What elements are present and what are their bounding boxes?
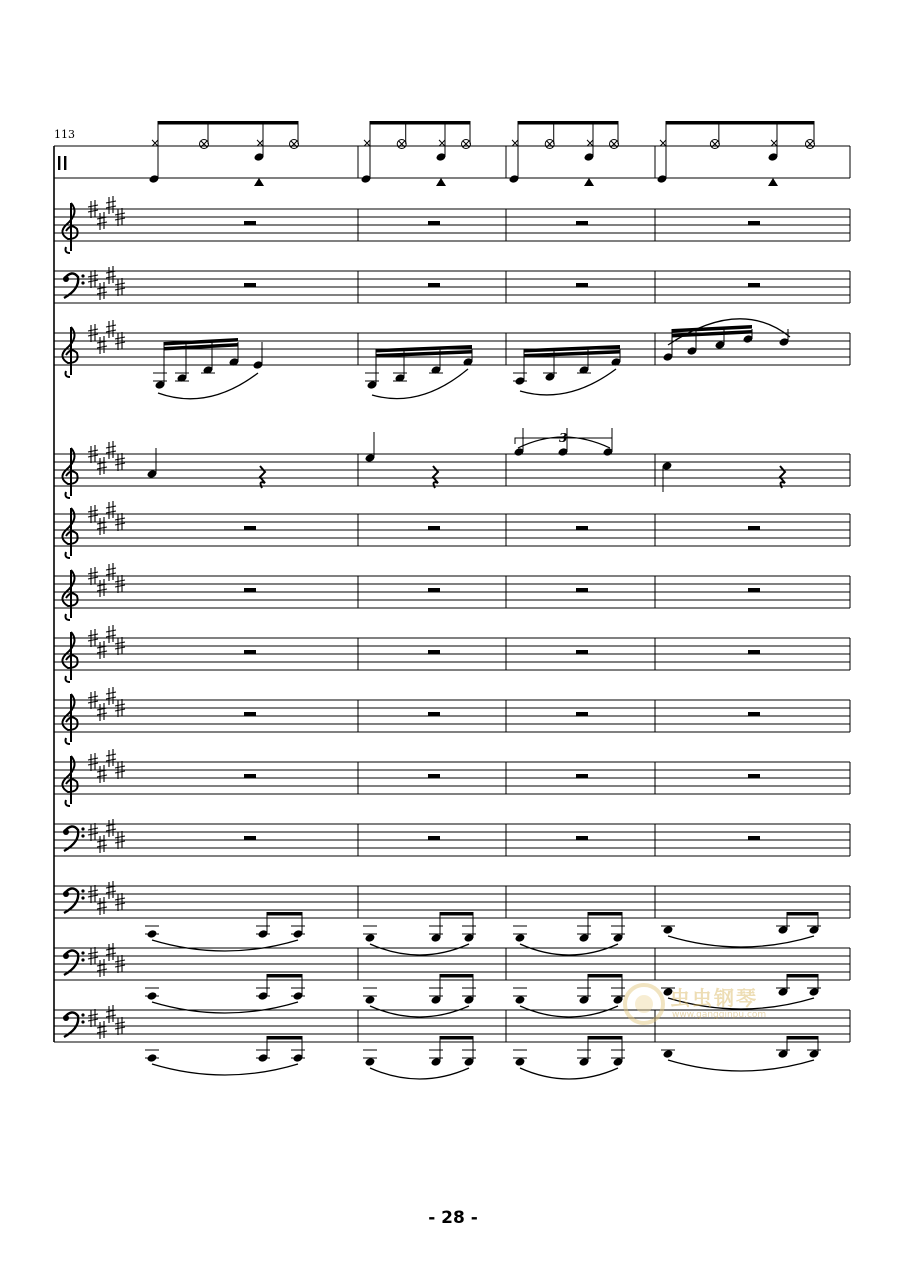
bass-clef-dot: [63, 276, 69, 282]
sharp-stroke: [106, 441, 116, 459]
sharp-icon: [97, 282, 107, 300]
notehead: [365, 1057, 376, 1067]
beam: [267, 974, 302, 978]
tuplet-number: 3: [559, 431, 568, 445]
staff-7: [54, 576, 850, 608]
hihat-x-icon: ×: [150, 136, 161, 150]
notehead: [365, 933, 376, 943]
sharp-icon: [97, 641, 107, 659]
half-rest: [428, 283, 440, 287]
half-rest: [244, 221, 256, 225]
sharp-stroke: [97, 517, 107, 535]
sharp-stroke: [97, 1021, 107, 1039]
bass-clef-dot: [63, 829, 69, 835]
treble-clef-icon: [62, 570, 77, 620]
sharp-icon: [106, 943, 116, 961]
bass-clef-dot: [81, 951, 84, 954]
sharp-icon: [106, 819, 116, 837]
beam: [787, 974, 818, 978]
half-rest: [576, 774, 588, 778]
beam: [787, 912, 818, 916]
staff-6: [54, 514, 850, 546]
sharp-icon: [97, 835, 107, 853]
slur: [370, 1068, 469, 1079]
bass-clef-icon: [63, 950, 85, 975]
sharp-icon: [106, 563, 116, 581]
bass-clef-dot: [81, 827, 84, 830]
notehead: [515, 1057, 526, 1067]
beam: [588, 974, 622, 978]
sharp-stroke: [97, 897, 107, 915]
bass-clef-dot: [81, 834, 84, 837]
notehead: [663, 925, 674, 935]
half-rest: [748, 221, 760, 225]
half-rest: [576, 588, 588, 592]
half-rest: [428, 588, 440, 592]
sharp-stroke: [97, 579, 107, 597]
treble-clef-icon: [62, 632, 77, 682]
notehead: [147, 1053, 158, 1063]
sharp-stroke: [106, 320, 116, 338]
sharp-stroke: [97, 641, 107, 659]
sharp-icon: [97, 579, 107, 597]
treble-clef-icon: [62, 448, 77, 498]
notehead: [663, 1049, 674, 1059]
sharp-icon: [97, 212, 107, 230]
bass-clef-dot: [81, 1013, 84, 1016]
slur: [372, 369, 468, 399]
slur: [668, 1060, 814, 1071]
sharp-stroke: [97, 282, 107, 300]
beam: [267, 912, 302, 916]
slur: [152, 1002, 298, 1013]
sharp-icon: [106, 266, 116, 284]
sharp-icon: [97, 959, 107, 977]
half-rest: [748, 650, 760, 654]
half-rest: [748, 836, 760, 840]
sharp-icon: [97, 517, 107, 535]
sharp-icon: [97, 765, 107, 783]
pedal-triangle-icon: [584, 178, 594, 186]
sharp-stroke: [106, 266, 116, 284]
staff-5: [54, 454, 850, 486]
treble-clef-icon: [62, 327, 77, 377]
half-rest: [576, 221, 588, 225]
sharp-stroke: [97, 703, 107, 721]
bass-clef-dot: [81, 889, 84, 892]
treble-clef-stroke: [62, 694, 77, 744]
treble-clef-icon: [62, 203, 77, 253]
bass-clef-dot: [81, 958, 84, 961]
sharp-icon: [97, 336, 107, 354]
hihat-x-icon: ×: [437, 136, 448, 150]
bass-clef-dot: [81, 1020, 84, 1023]
sharp-icon: [106, 501, 116, 519]
staff-9: [54, 700, 850, 732]
quarter-rest: [433, 466, 438, 488]
staff-3: [54, 271, 850, 303]
sharp-icon: [97, 703, 107, 721]
sharp-stroke: [106, 749, 116, 767]
treble-clef-stroke: [62, 570, 77, 620]
beam: [440, 1036, 473, 1040]
bass-clef-dot: [81, 896, 84, 899]
beam: [588, 1036, 622, 1040]
watermark-title: 虫虫钢琴: [670, 986, 758, 1010]
gangqinpu-logo-icon: [622, 980, 666, 1028]
half-rest: [428, 221, 440, 225]
bass-clef-dot: [81, 274, 84, 277]
sharp-stroke: [106, 881, 116, 899]
sharp-icon: [106, 625, 116, 643]
bass-clef-icon: [63, 1012, 85, 1037]
half-rest: [428, 712, 440, 716]
half-rest: [244, 774, 256, 778]
half-rest: [428, 774, 440, 778]
bass-clef-dot: [63, 891, 69, 897]
staff-2: [54, 209, 850, 241]
sharp-stroke: [97, 765, 107, 783]
half-rest: [244, 526, 256, 530]
slur: [158, 373, 258, 399]
sharp-icon: [97, 1021, 107, 1039]
beam: [787, 1036, 818, 1040]
half-rest: [576, 712, 588, 716]
watermark-url: www.gangqinpu.com: [672, 1010, 767, 1020]
sharp-stroke: [106, 943, 116, 961]
treble-clef-stroke: [62, 327, 77, 377]
sharp-icon: [106, 749, 116, 767]
sharp-stroke: [106, 819, 116, 837]
sharp-icon: [97, 457, 107, 475]
half-rest: [748, 588, 760, 592]
quarter-rest: [260, 466, 265, 488]
half-rest: [576, 836, 588, 840]
hihat-x-icon: ×: [255, 136, 266, 150]
sharp-stroke: [106, 625, 116, 643]
pedal-triangle-icon: [254, 178, 264, 186]
slur: [520, 1006, 618, 1017]
slur: [668, 936, 814, 947]
sharp-stroke: [97, 835, 107, 853]
half-rest: [244, 712, 256, 716]
half-rest: [244, 283, 256, 287]
percussion-clef-icon: [58, 156, 60, 170]
bass-clef-icon: [63, 826, 85, 851]
sharp-icon: [106, 320, 116, 338]
half-rest: [748, 283, 760, 287]
half-rest: [244, 836, 256, 840]
half-rest: [576, 650, 588, 654]
staff-11: [54, 824, 850, 856]
beam: [267, 1036, 302, 1040]
notehead: [365, 995, 376, 1005]
slur: [370, 1006, 469, 1017]
half-rest: [244, 650, 256, 654]
staff-1: [54, 146, 850, 178]
hihat-x-icon: ×: [658, 136, 669, 150]
treble-clef-icon: [62, 694, 77, 744]
treble-clef-stroke: [62, 632, 77, 682]
notehead: [147, 929, 158, 939]
slur: [152, 940, 298, 951]
sharp-stroke: [106, 563, 116, 581]
sharp-icon: [106, 1005, 116, 1023]
staff-10: [54, 762, 850, 794]
slur: [520, 1068, 618, 1079]
slur: [152, 1064, 298, 1075]
sharp-stroke: [106, 501, 116, 519]
half-rest: [428, 526, 440, 530]
slur: [520, 944, 618, 955]
treble-clef-stroke: [62, 448, 77, 498]
watermark: [622, 980, 812, 1030]
treble-clef-icon: [62, 756, 77, 806]
bass-clef-dot: [63, 1015, 69, 1021]
quarter-rest: [780, 466, 785, 488]
staff-8: [54, 638, 850, 670]
notehead: [515, 995, 526, 1005]
sharp-stroke: [106, 687, 116, 705]
hihat-x-icon: ×: [585, 136, 596, 150]
beam: [666, 121, 814, 125]
hihat-x-icon: ×: [362, 136, 373, 150]
bass-clef-icon: [63, 888, 85, 913]
beam: [158, 121, 298, 125]
percussion-clef-icon: [64, 156, 66, 170]
beam: [440, 974, 473, 978]
half-rest: [748, 526, 760, 530]
sharp-stroke: [97, 212, 107, 230]
sharp-icon: [97, 897, 107, 915]
bass-clef-icon: [63, 273, 85, 298]
beam: [440, 912, 473, 916]
sharp-stroke: [106, 1005, 116, 1023]
hihat-x-icon: ×: [510, 136, 521, 150]
hihat-x-icon: ×: [769, 136, 780, 150]
pedal-triangle-icon: [436, 178, 446, 186]
measure-number: 113: [54, 128, 75, 141]
sharp-icon: [106, 881, 116, 899]
sharp-stroke: [97, 336, 107, 354]
slur: [520, 369, 616, 395]
beam: [588, 912, 622, 916]
half-rest: [244, 588, 256, 592]
treble-clef-stroke: [62, 756, 77, 806]
bass-clef-dot: [63, 953, 69, 959]
sharp-stroke: [106, 196, 116, 214]
half-rest: [428, 650, 440, 654]
half-rest: [428, 836, 440, 840]
page-number: - 28 -: [428, 1208, 478, 1228]
notehead: [515, 933, 526, 943]
treble-clef-stroke: [62, 203, 77, 253]
sharp-icon: [106, 687, 116, 705]
treble-clef-stroke: [62, 508, 77, 558]
half-rest: [576, 526, 588, 530]
sharp-stroke: [97, 457, 107, 475]
bass-clef-dot: [81, 281, 84, 284]
sharp-stroke: [97, 959, 107, 977]
half-rest: [748, 712, 760, 716]
half-rest: [576, 283, 588, 287]
slur: [370, 944, 469, 955]
sharp-icon: [106, 441, 116, 459]
beam: [518, 121, 618, 125]
treble-clef-icon: [62, 508, 77, 558]
pedal-triangle-icon: [768, 178, 778, 186]
sharp-icon: [106, 196, 116, 214]
notehead: [147, 991, 158, 1001]
half-rest: [748, 774, 760, 778]
beam: [370, 121, 470, 125]
